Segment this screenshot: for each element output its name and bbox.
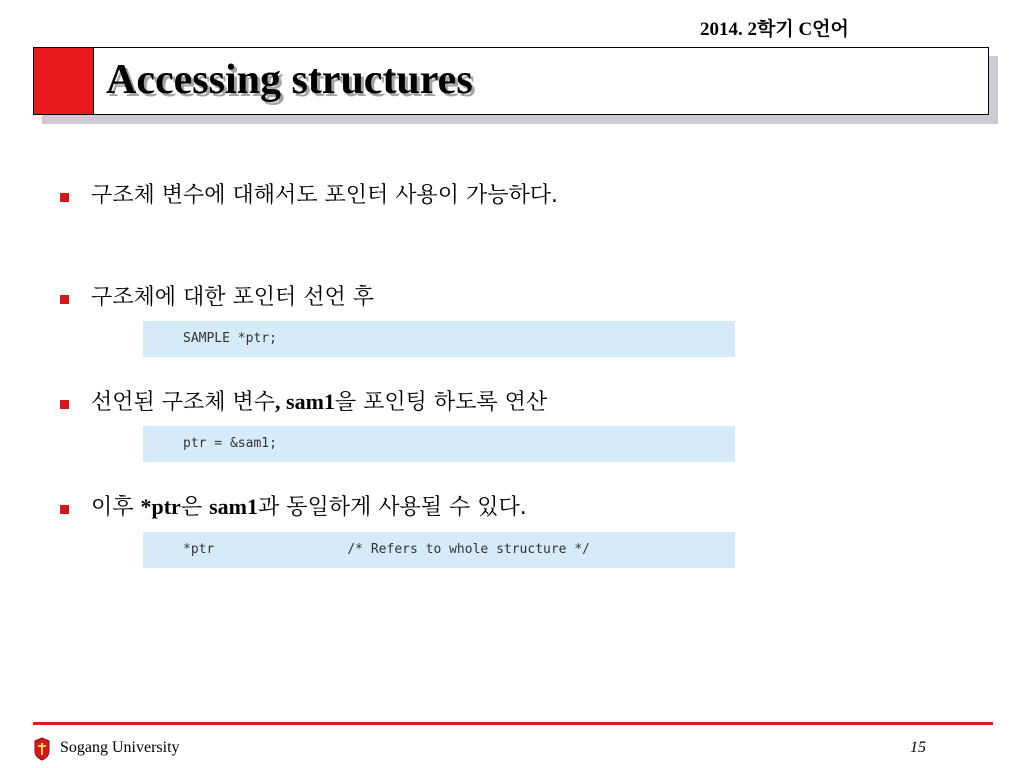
footer-divider xyxy=(33,722,993,725)
slide-title: Accessing structures xyxy=(106,57,473,103)
bullet-text-part: 선언된 구조체 변수 xyxy=(91,390,276,415)
bullet-item-1 xyxy=(60,178,558,209)
bullet-item-3 xyxy=(60,385,547,416)
bullet-text-part: 은 xyxy=(180,495,210,520)
bullet-text-bold: , sam1 xyxy=(275,389,335,414)
university-crest-icon xyxy=(33,737,51,761)
course-label: 2014. 2학기 C언어 xyxy=(700,19,849,40)
page-number: 15 xyxy=(910,739,926,756)
code-box-3: *ptr /* Refers to whole structure */ xyxy=(143,532,735,568)
bullet-text-part: 과 동일하게 사용될 수 있다. xyxy=(257,495,527,520)
title-red-block xyxy=(34,48,94,114)
bullet-text: 구조체 변수에 대해서도 포인터 사용이 가능하다. xyxy=(91,183,559,208)
code-box-2: ptr = &sam1; xyxy=(143,426,735,462)
bullet-text: 구조체에 대한 포인터 선언 후 xyxy=(91,285,374,310)
bullet-text xyxy=(91,385,547,416)
bullet-item-4 xyxy=(60,490,527,521)
bullet-square-icon xyxy=(60,193,69,202)
bullet-text-bold: *ptr xyxy=(140,494,181,519)
title-bar xyxy=(33,47,989,115)
bullet-text-part: 이후 xyxy=(91,495,141,520)
code-box-1: SAMPLE *ptr; xyxy=(143,321,735,357)
bullet-square-icon xyxy=(60,505,69,514)
bullet-square-icon xyxy=(60,295,69,304)
bullet-square-icon xyxy=(60,400,69,409)
bullet-text xyxy=(91,490,527,521)
bullet-text-part: 을 포인팅 하도록 연산 xyxy=(334,390,548,415)
bullet-item-2 xyxy=(60,280,374,311)
bullet-text-bold: sam1 xyxy=(209,494,258,519)
footer-university: Sogang University xyxy=(60,739,180,756)
